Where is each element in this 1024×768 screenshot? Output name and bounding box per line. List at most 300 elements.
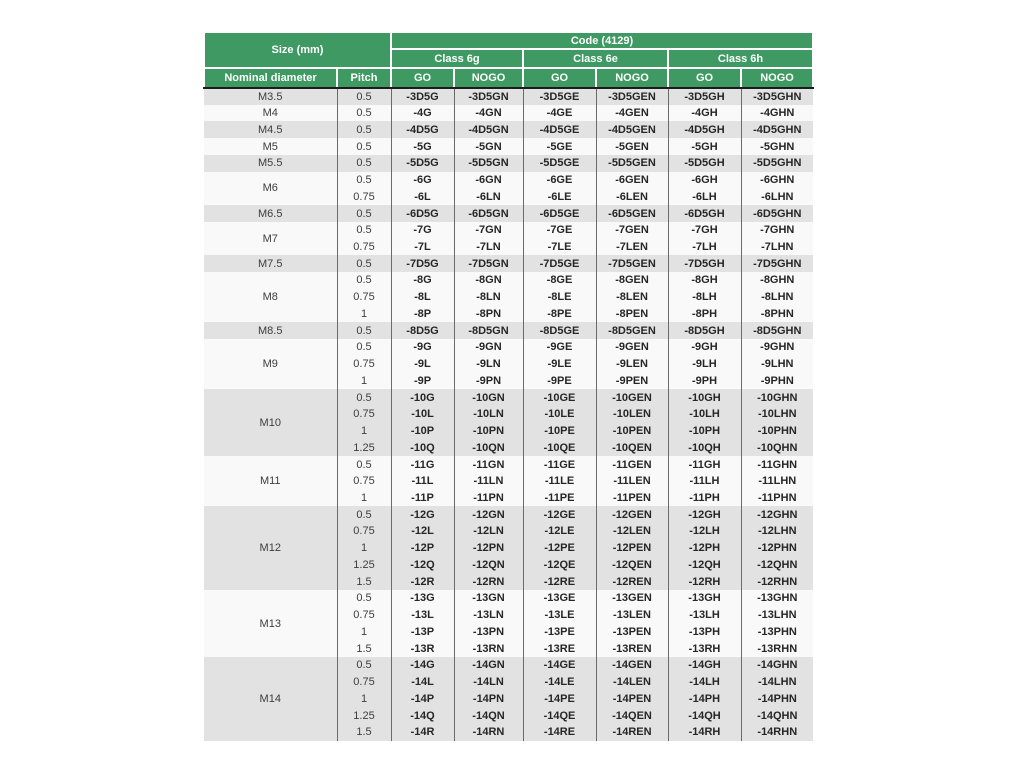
code-cell: -14QE xyxy=(523,707,596,724)
code-cell: -11G xyxy=(391,456,454,473)
code-cell: -3D5GHN xyxy=(741,88,813,105)
code-cell: -4GH xyxy=(668,105,741,122)
table-row xyxy=(204,88,813,105)
code-cell: -14LHN xyxy=(741,674,813,691)
code-cell: -14QN xyxy=(454,707,523,724)
pitch-cell: 0.75 xyxy=(337,239,391,256)
code-cell: -6D5GE xyxy=(523,205,596,222)
pitch-cell: 0.5 xyxy=(337,657,391,674)
pitch-cell: 1 xyxy=(337,540,391,557)
code-cell: -13RHN xyxy=(741,640,813,657)
pitch-cell: 0.75 xyxy=(337,356,391,373)
code-cell: -10QHN xyxy=(741,439,813,456)
code-cell: -4D5GN xyxy=(454,121,523,138)
code-cell: -14LE xyxy=(523,674,596,691)
code-cell: -6GHN xyxy=(741,172,813,189)
code-cell: -14P xyxy=(391,690,454,707)
code-cell: -13LH xyxy=(668,607,741,624)
code-cell: -13LN xyxy=(454,607,523,624)
code-cell: -14LN xyxy=(454,674,523,691)
code-cell: -14QH xyxy=(668,707,741,724)
code-cell: -12GHN xyxy=(741,506,813,523)
pitch-cell: 1.25 xyxy=(337,707,391,724)
code-cell: -9PE xyxy=(523,372,596,389)
code-cell: -12RH xyxy=(668,573,741,590)
pitch-cell: 0.75 xyxy=(337,188,391,205)
pitch-cell: 1 xyxy=(337,306,391,323)
code-cell: -11L xyxy=(391,473,454,490)
code-cell: -4D5GHN xyxy=(741,121,813,138)
table-row xyxy=(204,322,813,339)
code-cell: -8D5GEN xyxy=(596,322,668,339)
code-cell: -7GE xyxy=(523,222,596,239)
pitch-cell: 0.75 xyxy=(337,523,391,540)
nominal-diameter-cell: M5.5 xyxy=(204,155,337,172)
code-cell: -7LE xyxy=(523,239,596,256)
pitch-cell: 1 xyxy=(337,490,391,507)
code-cell: -9PEN xyxy=(596,372,668,389)
header-row-groups xyxy=(204,33,813,49)
nominal-diameter-cell: M4.5 xyxy=(204,121,337,138)
thread-gauge-code-table xyxy=(203,33,814,741)
code-cell: -11PE xyxy=(523,490,596,507)
code-cell: -9LHN xyxy=(741,356,813,373)
code-cell: -9PN xyxy=(454,372,523,389)
code-cell: -13LEN xyxy=(596,607,668,624)
code-cell: -10G xyxy=(391,389,454,406)
code-cell: -11LN xyxy=(454,473,523,490)
code-cell: -5D5GN xyxy=(454,155,523,172)
code-cell: -14GEN xyxy=(596,657,668,674)
header-size-group: Size (mm) xyxy=(204,33,391,68)
code-cell: -9GEN xyxy=(596,339,668,356)
code-cell: -12QE xyxy=(523,557,596,574)
code-cell: -13PHN xyxy=(741,624,813,641)
header-pitch: Pitch xyxy=(337,68,391,88)
header-go-6g: GO xyxy=(391,68,454,88)
code-cell: -12LHN xyxy=(741,523,813,540)
code-cell: -7D5GHN xyxy=(741,255,813,272)
code-cell: -11LE xyxy=(523,473,596,490)
code-cell: -14PEN xyxy=(596,690,668,707)
code-cell: -14L xyxy=(391,674,454,691)
nominal-diameter-cell: M13 xyxy=(204,590,337,657)
code-cell: -12LH xyxy=(668,523,741,540)
code-cell: -9P xyxy=(391,372,454,389)
code-cell: -13GE xyxy=(523,590,596,607)
code-cell: -8L xyxy=(391,289,454,306)
code-cell: -11GEN xyxy=(596,456,668,473)
code-cell: -7LHN xyxy=(741,239,813,256)
code-cell: -7LN xyxy=(454,239,523,256)
code-cell: -8PHN xyxy=(741,306,813,323)
header-class-6g: Class 6g xyxy=(391,49,523,68)
code-cell: -14G xyxy=(391,657,454,674)
code-cell: -6LH xyxy=(668,188,741,205)
code-cell: -11GN xyxy=(454,456,523,473)
code-cell: -10QEN xyxy=(596,439,668,456)
code-cell: -14RN xyxy=(454,724,523,741)
header-code-group: Code (4129) xyxy=(391,33,813,49)
code-cell: -8GE xyxy=(523,272,596,289)
code-cell: -11GHN xyxy=(741,456,813,473)
code-cell: -10Q xyxy=(391,439,454,456)
code-cell: -13RN xyxy=(454,640,523,657)
code-cell: -3D5GE xyxy=(523,88,596,105)
code-cell: -12GE xyxy=(523,506,596,523)
code-cell: -13GH xyxy=(668,590,741,607)
code-cell: -9LH xyxy=(668,356,741,373)
code-cell: -12GN xyxy=(454,506,523,523)
code-cell: -5D5GE xyxy=(523,155,596,172)
code-cell: -11GH xyxy=(668,456,741,473)
code-cell: -10GH xyxy=(668,389,741,406)
code-cell: -3D5GN xyxy=(454,88,523,105)
code-cell: -8G xyxy=(391,272,454,289)
pitch-cell: 1.5 xyxy=(337,724,391,741)
code-cell: -11LEN xyxy=(596,473,668,490)
code-cell: -6GH xyxy=(668,172,741,189)
code-cell: -4D5G xyxy=(391,121,454,138)
code-cell: -7G xyxy=(391,222,454,239)
pitch-cell: 0.5 xyxy=(337,88,391,105)
code-cell: -6LN xyxy=(454,188,523,205)
code-cell: -8GN xyxy=(454,272,523,289)
pitch-cell: 0.5 xyxy=(337,205,391,222)
code-cell: -8PEN xyxy=(596,306,668,323)
nominal-diameter-cell: M10 xyxy=(204,389,337,456)
code-cell: -13PE xyxy=(523,624,596,641)
code-cell: -14GH xyxy=(668,657,741,674)
code-cell: -11LH xyxy=(668,473,741,490)
code-cell: -8GH xyxy=(668,272,741,289)
code-cell: -14GHN xyxy=(741,657,813,674)
table-row xyxy=(204,456,813,473)
code-cell: -12RHN xyxy=(741,573,813,590)
code-cell: -12RE xyxy=(523,573,596,590)
code-cell: -12P xyxy=(391,540,454,557)
code-cell: -14Q xyxy=(391,707,454,724)
code-cell: -6D5G xyxy=(391,205,454,222)
nominal-diameter-cell: M9 xyxy=(204,339,337,389)
code-cell: -4GE xyxy=(523,105,596,122)
code-cell: -12QEN xyxy=(596,557,668,574)
code-cell: -13GHN xyxy=(741,590,813,607)
pitch-cell: 0.5 xyxy=(337,590,391,607)
code-cell: -12LEN xyxy=(596,523,668,540)
nominal-diameter-cell: M8.5 xyxy=(204,322,337,339)
code-cell: -10LE xyxy=(523,406,596,423)
pitch-cell: 0.5 xyxy=(337,155,391,172)
code-cell: -13PH xyxy=(668,624,741,641)
pitch-cell: 1 xyxy=(337,372,391,389)
code-cell: -11GE xyxy=(523,456,596,473)
code-cell: -11LHN xyxy=(741,473,813,490)
nominal-diameter-cell: M4 xyxy=(204,105,337,122)
code-cell: -8D5G xyxy=(391,322,454,339)
code-cell: -6LHN xyxy=(741,188,813,205)
code-cell: -12PH xyxy=(668,540,741,557)
pitch-cell: 1.25 xyxy=(337,439,391,456)
code-cell: -8PE xyxy=(523,306,596,323)
header-nominal-diameter: Nominal diameter xyxy=(204,68,337,88)
nominal-diameter-cell: M7 xyxy=(204,222,337,255)
code-cell: -7D5G xyxy=(391,255,454,272)
code-cell: -12LE xyxy=(523,523,596,540)
nominal-diameter-cell: M3.5 xyxy=(204,88,337,105)
pitch-cell: 0.5 xyxy=(337,121,391,138)
code-cell: -8D5GE xyxy=(523,322,596,339)
code-cell: -10QE xyxy=(523,439,596,456)
table-row xyxy=(204,272,813,289)
code-cell: -9GE xyxy=(523,339,596,356)
code-cell: -14GN xyxy=(454,657,523,674)
code-cell: -13RE xyxy=(523,640,596,657)
code-cell: -12QH xyxy=(668,557,741,574)
code-cell: -10QH xyxy=(668,439,741,456)
code-cell: -7D5GEN xyxy=(596,255,668,272)
code-cell: -10PEN xyxy=(596,423,668,440)
code-cell: -14QHN xyxy=(741,707,813,724)
code-cell: -13GN xyxy=(454,590,523,607)
pitch-cell: 0.75 xyxy=(337,674,391,691)
table-row xyxy=(204,155,813,172)
code-cell: -14LEN xyxy=(596,674,668,691)
code-cell: -3D5GH xyxy=(668,88,741,105)
code-cell: -6GN xyxy=(454,172,523,189)
nominal-diameter-cell: M8 xyxy=(204,272,337,322)
pitch-cell: 0.75 xyxy=(337,406,391,423)
pitch-cell: 0.5 xyxy=(337,172,391,189)
code-cell: -6D5GHN xyxy=(741,205,813,222)
table-row xyxy=(204,222,813,239)
code-cell: -7D5GE xyxy=(523,255,596,272)
header-nogo-6e: NOGO xyxy=(596,68,668,88)
table-row xyxy=(204,657,813,674)
code-cell: -14R xyxy=(391,724,454,741)
pitch-cell: 1 xyxy=(337,624,391,641)
code-cell: -12PEN xyxy=(596,540,668,557)
pitch-cell: 0.5 xyxy=(337,389,391,406)
code-cell: -10QN xyxy=(454,439,523,456)
code-cell: -14RH xyxy=(668,724,741,741)
code-cell: -10GE xyxy=(523,389,596,406)
code-cell: -4D5GEN xyxy=(596,121,668,138)
code-cell: -13PN xyxy=(454,624,523,641)
header-nogo-6h: NOGO xyxy=(741,68,813,88)
pitch-cell: 0.5 xyxy=(337,322,391,339)
code-cell: -6D5GN xyxy=(454,205,523,222)
pitch-cell: 1.25 xyxy=(337,557,391,574)
code-cell: -14PN xyxy=(454,690,523,707)
code-cell: -6G xyxy=(391,172,454,189)
code-cell: -10LN xyxy=(454,406,523,423)
code-cell: -13P xyxy=(391,624,454,641)
code-cell: -9PHN xyxy=(741,372,813,389)
code-cell: -13PEN xyxy=(596,624,668,641)
code-cell: -5GN xyxy=(454,138,523,155)
code-cell: -6GEN xyxy=(596,172,668,189)
code-cell: -9GHN xyxy=(741,339,813,356)
code-cell: -9LE xyxy=(523,356,596,373)
code-cell: -6GE xyxy=(523,172,596,189)
code-cell: -12GEN xyxy=(596,506,668,523)
code-cell: -10LEN xyxy=(596,406,668,423)
code-cell: -5D5GEN xyxy=(596,155,668,172)
code-cell: -11PH xyxy=(668,490,741,507)
code-cell: -8PH xyxy=(668,306,741,323)
header-go-6e: GO xyxy=(523,68,596,88)
code-cell: -10PHN xyxy=(741,423,813,440)
code-cell: -11PEN xyxy=(596,490,668,507)
code-cell: -6L xyxy=(391,188,454,205)
code-cell: -8LE xyxy=(523,289,596,306)
code-cell: -12QHN xyxy=(741,557,813,574)
code-cell: -10LHN xyxy=(741,406,813,423)
table-row xyxy=(204,255,813,272)
pitch-cell: 0.75 xyxy=(337,473,391,490)
code-cell: -12RN xyxy=(454,573,523,590)
code-cell: -7LEN xyxy=(596,239,668,256)
code-cell: -12Q xyxy=(391,557,454,574)
code-cell: -12G xyxy=(391,506,454,523)
code-cell: -8PN xyxy=(454,306,523,323)
code-cell: -5GHN xyxy=(741,138,813,155)
code-cell: -6LEN xyxy=(596,188,668,205)
code-cell: -5D5G xyxy=(391,155,454,172)
code-cell: -7D5GH xyxy=(668,255,741,272)
code-cell: -8D5GN xyxy=(454,322,523,339)
code-cell: -13LE xyxy=(523,607,596,624)
pitch-cell: 0.5 xyxy=(337,339,391,356)
table-row xyxy=(204,138,813,155)
code-cell: -4GN xyxy=(454,105,523,122)
code-cell: -9L xyxy=(391,356,454,373)
code-cell: -12QN xyxy=(454,557,523,574)
code-cell: -14REN xyxy=(596,724,668,741)
code-cell: -4GHN xyxy=(741,105,813,122)
pitch-cell: 1 xyxy=(337,690,391,707)
header-nogo-6g: NOGO xyxy=(454,68,523,88)
code-cell: -4GEN xyxy=(596,105,668,122)
pitch-cell: 0.5 xyxy=(337,456,391,473)
code-cell: -10GHN xyxy=(741,389,813,406)
code-cell: -4G xyxy=(391,105,454,122)
nominal-diameter-cell: M14 xyxy=(204,657,337,741)
code-cell: -9PH xyxy=(668,372,741,389)
table-header xyxy=(204,33,813,88)
code-cell: -12PHN xyxy=(741,540,813,557)
code-cell: -12R xyxy=(391,573,454,590)
code-cell: -10PH xyxy=(668,423,741,440)
code-cell: -9G xyxy=(391,339,454,356)
code-cell: -10GEN xyxy=(596,389,668,406)
nominal-diameter-cell: M7.5 xyxy=(204,255,337,272)
code-cell: -12PE xyxy=(523,540,596,557)
code-cell: -14PE xyxy=(523,690,596,707)
code-cell: -14PHN xyxy=(741,690,813,707)
table-body xyxy=(204,88,813,741)
code-cell: -10L xyxy=(391,406,454,423)
table-row xyxy=(204,121,813,138)
code-cell: -10PE xyxy=(523,423,596,440)
code-cell: -9LEN xyxy=(596,356,668,373)
code-cell: -10LH xyxy=(668,406,741,423)
code-cell: -6D5GH xyxy=(668,205,741,222)
code-cell: -4D5GH xyxy=(668,121,741,138)
code-cell: -12LN xyxy=(454,523,523,540)
code-cell: -5G xyxy=(391,138,454,155)
pitch-cell: 0.75 xyxy=(337,607,391,624)
code-cell: -13R xyxy=(391,640,454,657)
code-cell: -8LHN xyxy=(741,289,813,306)
header-go-6h: GO xyxy=(668,68,741,88)
code-cell: -7GHN xyxy=(741,222,813,239)
code-cell: -14QEN xyxy=(596,707,668,724)
table-row xyxy=(204,389,813,406)
code-cell: -8LN xyxy=(454,289,523,306)
code-cell: -14LH xyxy=(668,674,741,691)
pitch-cell: 0.5 xyxy=(337,138,391,155)
code-cell: -4D5GE xyxy=(523,121,596,138)
code-cell: -5D5GH xyxy=(668,155,741,172)
code-cell: -13L xyxy=(391,607,454,624)
pitch-cell: 0.5 xyxy=(337,222,391,239)
pitch-cell: 0.5 xyxy=(337,506,391,523)
nominal-diameter-cell: M11 xyxy=(204,456,337,506)
code-cell: -13LHN xyxy=(741,607,813,624)
code-cell: -8D5GHN xyxy=(741,322,813,339)
code-cell: -7LH xyxy=(668,239,741,256)
pitch-cell: 0.5 xyxy=(337,105,391,122)
code-cell: -8GHN xyxy=(741,272,813,289)
code-cell: -13RH xyxy=(668,640,741,657)
code-cell: -14PH xyxy=(668,690,741,707)
pitch-cell: 1.5 xyxy=(337,640,391,657)
code-cell: -5GH xyxy=(668,138,741,155)
header-row-columns xyxy=(204,68,813,88)
code-cell: -11PHN xyxy=(741,490,813,507)
nominal-diameter-cell: M6.5 xyxy=(204,205,337,222)
code-cell: -3D5G xyxy=(391,88,454,105)
code-cell: -14RHN xyxy=(741,724,813,741)
code-cell: -7L xyxy=(391,239,454,256)
code-cell: -9GN xyxy=(454,339,523,356)
code-cell: -8D5GH xyxy=(668,322,741,339)
code-cell: -7D5GN xyxy=(454,255,523,272)
code-cell: -11PN xyxy=(454,490,523,507)
header-class-6h: Class 6h xyxy=(668,49,813,68)
code-cell: -12L xyxy=(391,523,454,540)
code-cell: -9GH xyxy=(668,339,741,356)
code-cell: -5GEN xyxy=(596,138,668,155)
pitch-cell: 0.5 xyxy=(337,255,391,272)
table-row xyxy=(204,172,813,189)
code-cell: -8LEN xyxy=(596,289,668,306)
code-cell: -10P xyxy=(391,423,454,440)
table-row xyxy=(204,506,813,523)
code-cell: -8LH xyxy=(668,289,741,306)
code-cell: -5D5GHN xyxy=(741,155,813,172)
table-row xyxy=(204,105,813,122)
pitch-cell: 0.75 xyxy=(337,289,391,306)
code-cell: -13G xyxy=(391,590,454,607)
code-cell: -6D5GEN xyxy=(596,205,668,222)
code-cell: -9LN xyxy=(454,356,523,373)
code-cell: -3D5GEN xyxy=(596,88,668,105)
code-cell: -12PN xyxy=(454,540,523,557)
header-class-6e: Class 6e xyxy=(523,49,668,68)
